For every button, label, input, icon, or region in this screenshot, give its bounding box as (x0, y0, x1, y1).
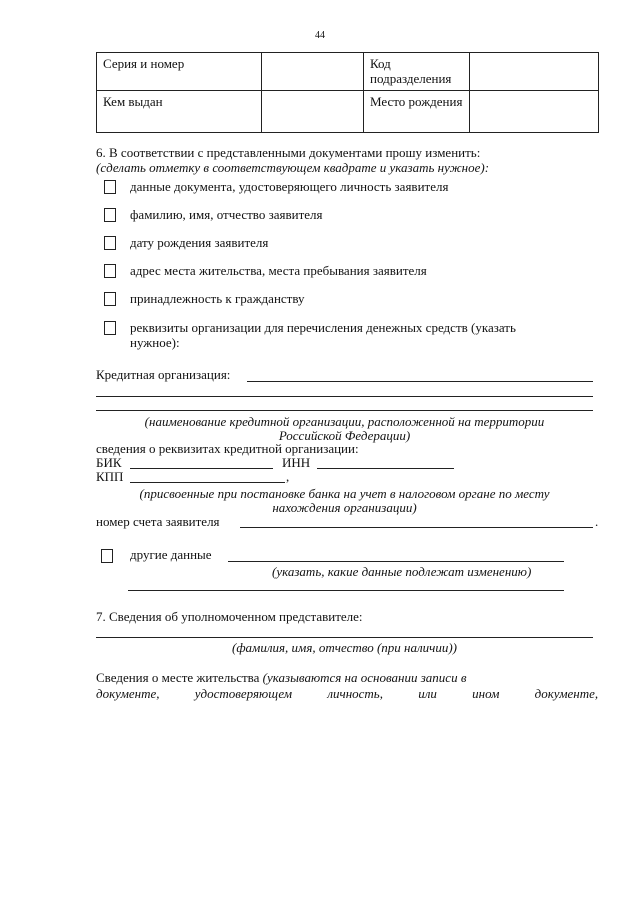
credit-org-hint-2: Российской Федерации) (278, 428, 411, 443)
requisites-label: сведения о реквизитах кредитной организации: (96, 441, 359, 456)
residence-hint: (указываются на основании записи в (262, 670, 467, 685)
residence-line-1 (96, 670, 593, 686)
issued-field[interactable] (262, 91, 364, 133)
issued-label: Кем выдан (97, 91, 262, 133)
bik-field[interactable] (130, 468, 273, 469)
option-birth-date: дату рождения заявителя (130, 235, 269, 250)
birthplace-label: Место рождения (364, 91, 470, 133)
checkbox-document-data[interactable] (104, 180, 116, 194)
checkbox-full-name[interactable] (104, 208, 116, 222)
code-field[interactable] (470, 53, 599, 91)
inn-label: ИНН (282, 455, 311, 470)
option-citizenship: принадлежность к гражданству (130, 291, 305, 306)
account-label: номер счета заявителя (96, 514, 220, 529)
section7-heading: 7. Сведения об уполномоченном представителе: (96, 609, 363, 624)
account-dot: . (595, 514, 599, 529)
tax-hint-2: нахождения организации) (272, 500, 417, 515)
option-bank-details-cont: нужное): (130, 335, 180, 350)
checkbox-other-data[interactable] (101, 549, 113, 563)
kpp-label: КПП (96, 469, 124, 484)
credit-org-field[interactable] (247, 381, 593, 382)
residence-line-2: документе, удостоверяющем личность, или ином документе, (96, 686, 599, 701)
other-data-field[interactable] (228, 561, 564, 562)
other-data-hint: (указать, какие данные подлежат изменению) (272, 564, 532, 579)
account-field[interactable] (240, 527, 593, 528)
page-number: 44 (315, 30, 325, 41)
section6-heading: 6. В соответствии с представленными документами прошу изменить: (96, 145, 481, 160)
credit-org-field-line3[interactable] (96, 410, 593, 411)
series-field[interactable] (262, 53, 364, 91)
option-address: адрес места жительства, места пребывания заявителя (130, 263, 427, 278)
credit-org-label: Кредитная организация: (96, 367, 231, 382)
other-data-field-line2[interactable] (128, 590, 564, 591)
section6-instruction: (сделать отметку в соответствующем квадрате и указать нужное): (96, 160, 490, 175)
checkbox-address[interactable] (104, 264, 116, 278)
kpp-field[interactable] (130, 482, 285, 483)
checkbox-citizenship[interactable] (104, 292, 116, 306)
residence-label: Сведения о месте жительства (96, 670, 260, 685)
checkbox-bank-details[interactable] (104, 321, 116, 335)
code-label: Код подразделения (364, 53, 470, 91)
inn-field[interactable] (317, 468, 454, 469)
option-document-data: данные документа, удостоверяющего личность заявителя (130, 179, 449, 194)
bik-label: БИК (96, 455, 122, 470)
credit-org-hint-1: (наименование кредитной организации, расположенной на территории (144, 414, 545, 429)
series-label: Серия и номер (97, 53, 262, 91)
birthplace-field[interactable] (470, 91, 599, 133)
credit-org-field-line2[interactable] (96, 396, 593, 397)
option-other-data: другие данные (130, 547, 212, 562)
tax-hint-1: (присвоенные при постановке банка на учет в налоговом органе по месту (139, 486, 550, 501)
option-bank-details: реквизиты организации для перечисления денежных средств (указать (130, 320, 516, 335)
representative-name-hint: (фамилия, имя, отчество (при наличии)) (231, 640, 458, 655)
kpp-comma: , (286, 469, 290, 484)
checkbox-birth-date[interactable] (104, 236, 116, 250)
option-full-name: фамилию, имя, отчество заявителя (130, 207, 323, 222)
representative-name-field[interactable] (96, 637, 593, 638)
identity-document-table (96, 52, 599, 133)
